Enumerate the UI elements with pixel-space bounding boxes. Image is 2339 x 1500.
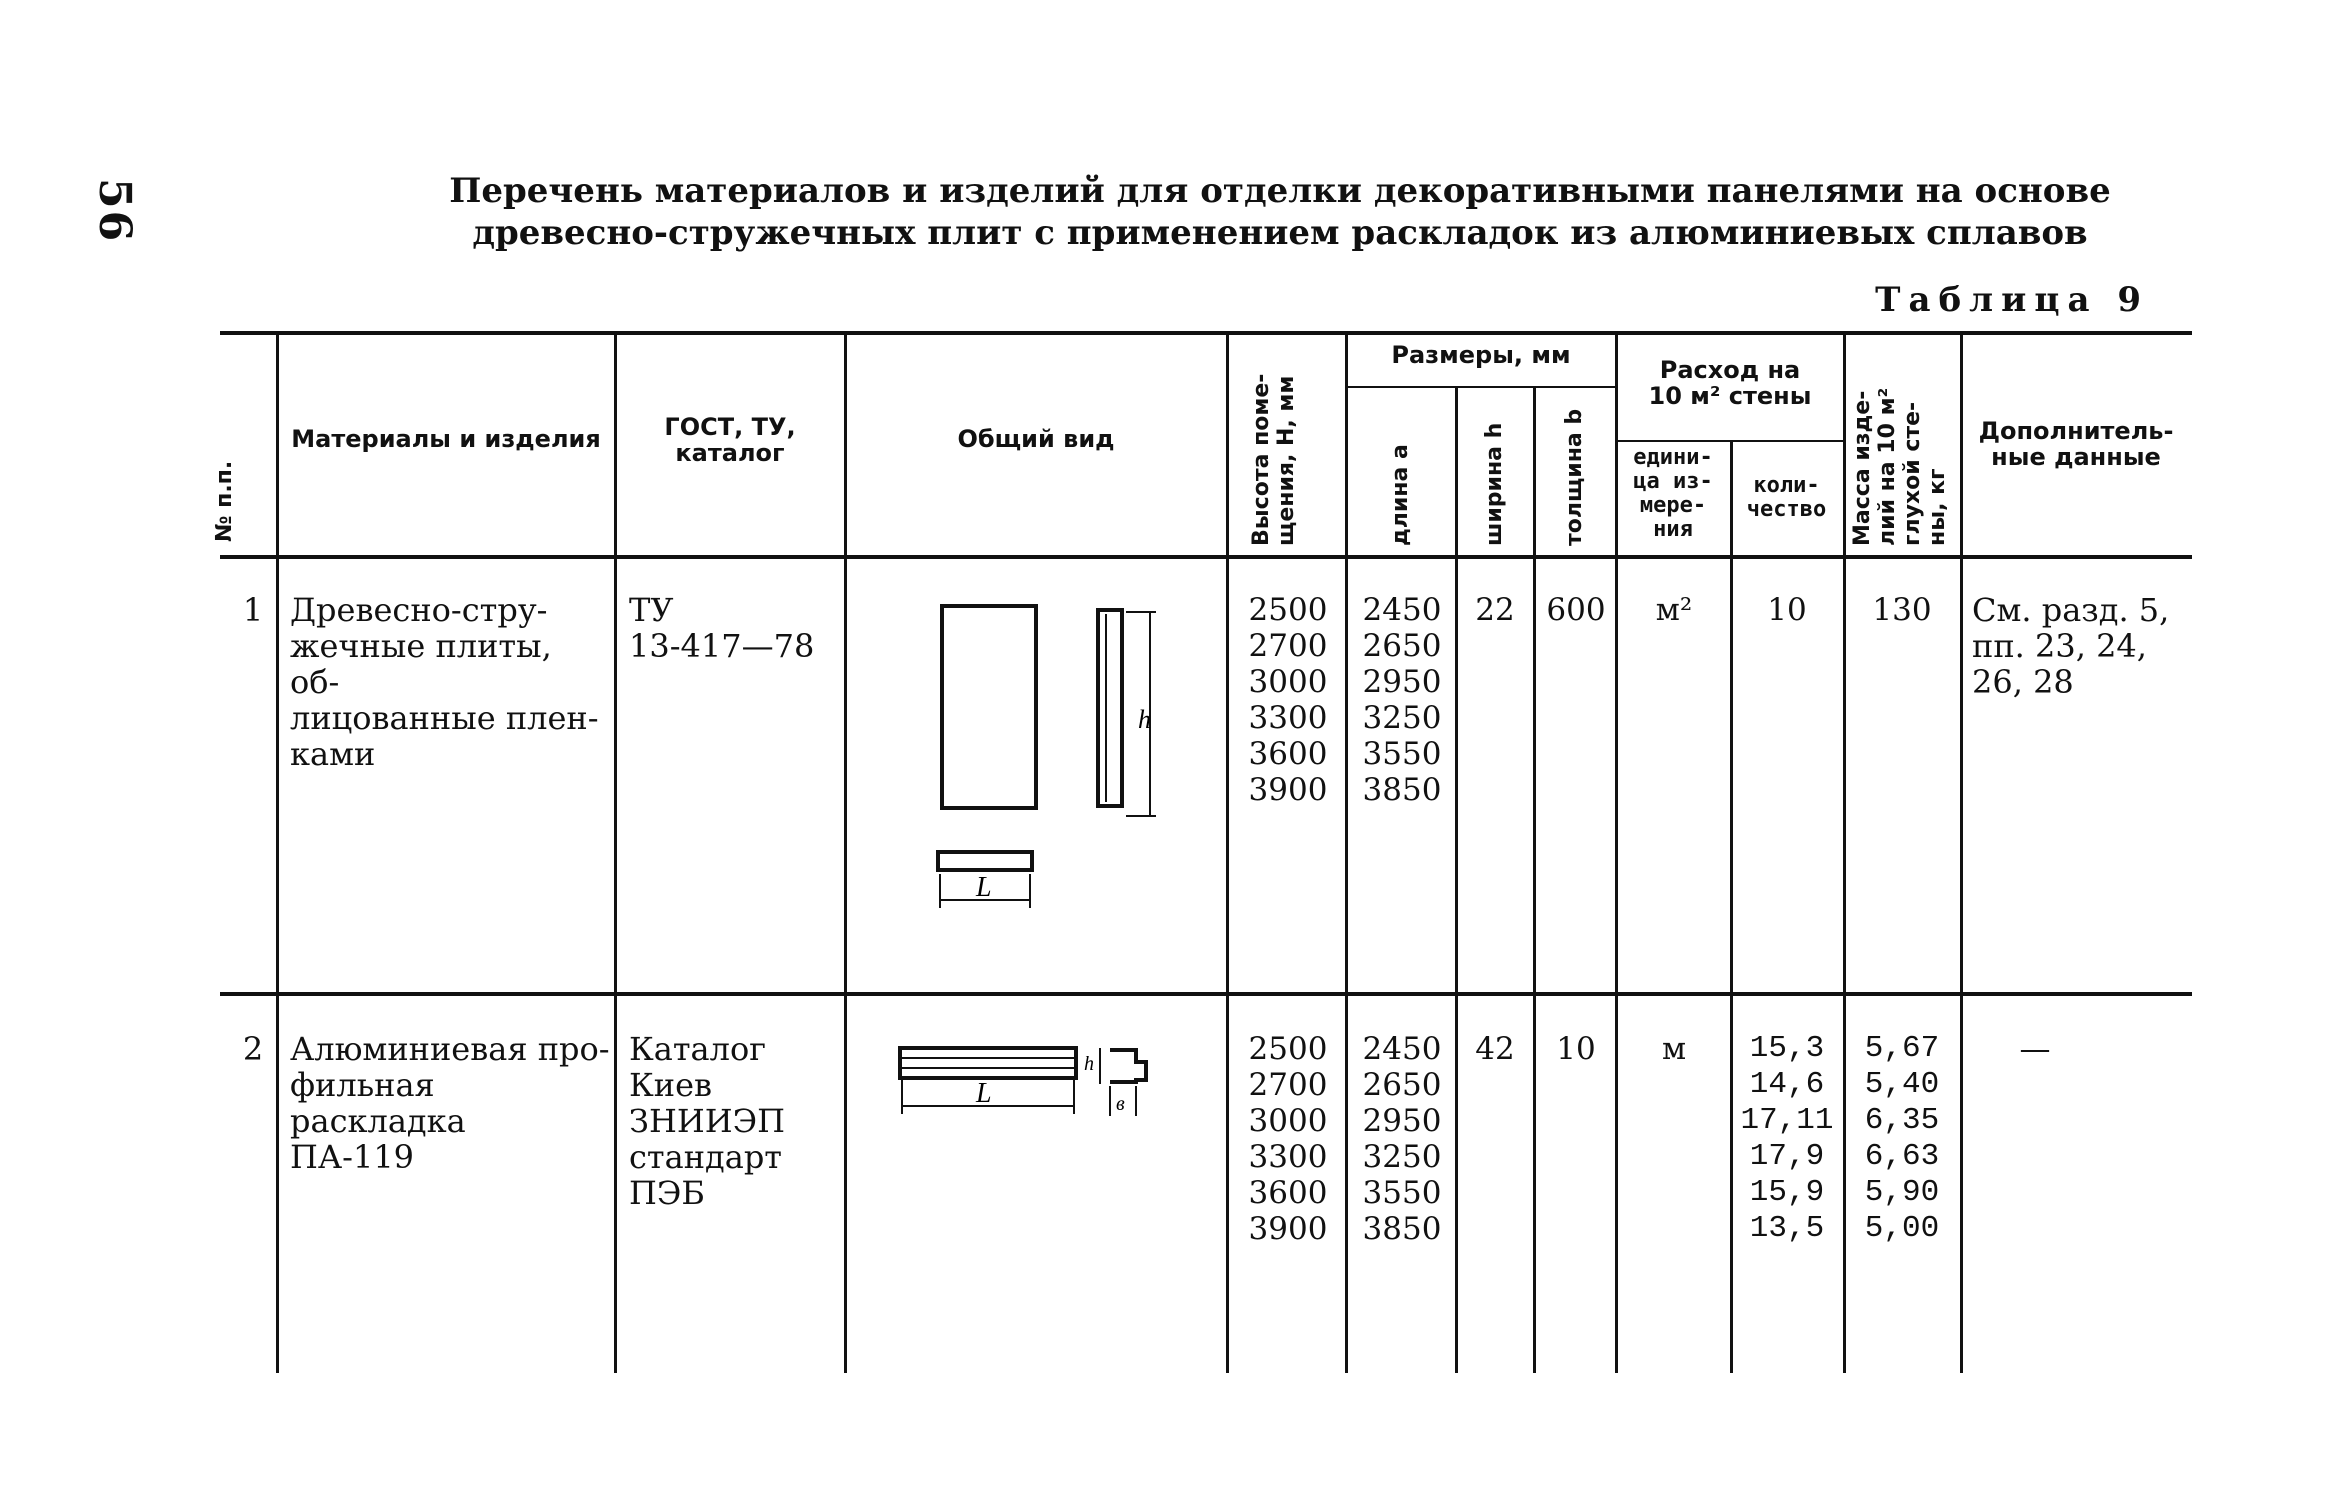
header-mass-line-3: глухой сте- — [1900, 401, 1925, 546]
qty-values — [1735, 1031, 1839, 1247]
header-qty-line-2: чество — [1746, 497, 1827, 522]
header-height-line-2: щения, H, мм — [1274, 375, 1299, 546]
page-title — [380, 170, 2180, 254]
mass-value: 5,90 — [1864, 1175, 1940, 1210]
extra-data: — — [2019, 1031, 2051, 1067]
header-gost-line-1: ГОСТ, ТУ, — [664, 413, 796, 441]
length-value: 2950 — [1362, 664, 1442, 700]
header-gost-line-2: каталог — [675, 439, 785, 467]
material-line: ПА-119 — [290, 1138, 415, 1176]
qty-value: 17,9 — [1749, 1139, 1825, 1174]
qty-value: 13,5 — [1749, 1211, 1825, 1246]
unit-value: м² — [1655, 592, 1693, 628]
length-value: 3550 — [1362, 736, 1442, 772]
page-number: 56 — [89, 178, 140, 244]
profile-drawing — [896, 1040, 1196, 1140]
col-line-3 — [844, 331, 847, 1373]
qty-value: 10 — [1767, 592, 1807, 628]
gost-line: ЗНИИЭП — [629, 1102, 786, 1140]
h-dimension-label: h — [1138, 705, 1151, 734]
height-value: 3600 — [1248, 1175, 1328, 1211]
row-number: 2 — [242, 1030, 264, 1068]
header-unit-line-3: мере- — [1639, 493, 1707, 518]
extra-data — [1972, 592, 2190, 700]
header-thickness: толщина b — [1562, 408, 1587, 546]
length-value: 3850 — [1362, 1211, 1442, 1247]
profile-body — [900, 1048, 1076, 1078]
consumption-rule — [1615, 440, 1843, 442]
gost-line: Каталог — [629, 1030, 766, 1068]
mass-value: 6,35 — [1864, 1103, 1940, 1138]
profile-cross-section — [1110, 1050, 1146, 1082]
table-top-rule — [220, 331, 2192, 335]
col-line-11 — [1960, 331, 1963, 1373]
panel-top-view — [938, 852, 1032, 870]
height-value: 3900 — [1248, 1211, 1328, 1247]
header-mass-line-4: ны, кг — [1925, 468, 1950, 546]
qty-value: 15,3 — [1749, 1031, 1825, 1066]
h-dimension-label: h — [1084, 1053, 1094, 1075]
header-mass-line-2: лий на 10 м² — [1875, 387, 1900, 546]
mass-value: 130 — [1872, 592, 1932, 628]
height-value: 2500 — [1248, 1031, 1328, 1067]
material-line: Алюминиевая про- — [290, 1030, 610, 1068]
height-value: 3300 — [1248, 700, 1328, 736]
material-line: ками — [290, 735, 376, 773]
qty-value: 17,11 — [1740, 1103, 1834, 1138]
header-bottom-rule — [220, 555, 2192, 559]
header-mass — [1850, 388, 1950, 546]
length-value: 3250 — [1362, 700, 1442, 736]
row-separator — [220, 992, 2192, 996]
gost-line: 13-417—78 — [629, 627, 815, 665]
header-extra — [1970, 418, 2182, 470]
col-line-2 — [614, 331, 617, 1373]
length-value: 3250 — [1362, 1139, 1442, 1175]
length-value: 2950 — [1362, 1103, 1442, 1139]
col-line-6 — [1455, 386, 1458, 1373]
col-line-5 — [1345, 331, 1348, 1373]
length-value: 3850 — [1362, 772, 1442, 808]
thickness-value: 600 — [1546, 592, 1606, 628]
unit-value: м — [1661, 1031, 1687, 1067]
gost-line: ПЭБ — [629, 1174, 705, 1212]
header-view: Общий вид — [957, 425, 1115, 453]
header-sizes: Размеры, мм — [1391, 341, 1571, 369]
length-value: 3550 — [1362, 1175, 1442, 1211]
header-unit-line-1: едини- — [1633, 445, 1713, 470]
height-value: 3900 — [1248, 772, 1328, 808]
header-extra-line-1: Дополнитель- — [1978, 417, 2174, 445]
mass-value: 5,00 — [1864, 1211, 1940, 1246]
col-line-7 — [1533, 386, 1536, 1373]
material-line: жечные плиты, об- — [290, 627, 552, 701]
b-dimension-label: в — [1116, 1093, 1125, 1115]
material-name — [290, 592, 610, 772]
extra-line: пп. 23, 24, — [1972, 627, 2147, 665]
header-materials: Материалы и изделия — [291, 425, 601, 453]
height-value: 2700 — [1248, 628, 1328, 664]
header-height-line-1: Высота поме- — [1249, 373, 1274, 546]
height-value: 3300 — [1248, 1139, 1328, 1175]
header-no: № п.п. — [212, 460, 237, 542]
length-values — [1352, 1031, 1452, 1247]
mass-value: 5,40 — [1864, 1067, 1940, 1102]
material-name — [290, 1031, 610, 1175]
height-value: 2700 — [1248, 1067, 1328, 1103]
panel-side-view — [1098, 610, 1122, 806]
width-value: 22 — [1475, 592, 1515, 628]
gost-reference — [629, 1031, 839, 1211]
qty-value: 14,6 — [1749, 1067, 1825, 1102]
height-value: 3600 — [1248, 736, 1328, 772]
header-extra-line-2: ные данные — [1991, 443, 2161, 471]
gost-line: Киев — [629, 1066, 713, 1104]
extra-line: См. разд. 5, — [1972, 591, 2170, 629]
height-value: 2500 — [1248, 592, 1328, 628]
header-consumption-line-2: 10 м² стены — [1648, 382, 1812, 410]
gost-line: стандарт — [629, 1138, 782, 1176]
header-qty — [1735, 474, 1838, 522]
title-line-2: древесно-стружечных плит с применением раскладок из алюминиевых сплавов — [472, 213, 2088, 253]
header-height — [1249, 374, 1299, 546]
mass-values — [1848, 1031, 1956, 1247]
length-value: 2650 — [1362, 628, 1442, 664]
header-unit-line-2: ца из- — [1633, 469, 1713, 494]
header-consumption — [1625, 357, 1835, 409]
col-line-10 — [1843, 331, 1846, 1373]
header-unit-line-4: ния — [1653, 517, 1693, 542]
title-line-1: Перечень материалов и изделий для отделки декоративными панелями на основе — [449, 171, 2111, 211]
row-number: 1 — [242, 591, 264, 629]
col-line-9 — [1730, 440, 1733, 1373]
header-width: ширина h — [1482, 422, 1507, 546]
mass-value: 5,67 — [1864, 1031, 1940, 1066]
mass-value: 6,63 — [1864, 1139, 1940, 1174]
material-line: Древесно-стру- — [290, 591, 548, 629]
header-qty-line-1: коли- — [1753, 473, 1820, 498]
col-line-4 — [1226, 331, 1229, 1373]
gost-reference — [629, 592, 839, 664]
height-values — [1236, 1031, 1340, 1247]
panel-front-view — [942, 606, 1036, 808]
header-length: длина a — [1388, 444, 1413, 546]
length-value: 2450 — [1362, 592, 1442, 628]
header-unit — [1618, 446, 1728, 542]
panel-drawing — [900, 590, 1200, 930]
gost-line: ТУ — [629, 591, 674, 629]
header-mass-line-1: Масса изде- — [1850, 390, 1875, 546]
table-label: Таблица 9 — [1875, 280, 2149, 320]
l-dimension-label: L — [976, 872, 992, 903]
height-values — [1236, 592, 1340, 808]
header-consumption-line-1: Расход на — [1659, 356, 1801, 384]
l-dimension-label: L — [976, 1078, 992, 1109]
length-values — [1352, 592, 1452, 808]
sizes-rule — [1345, 386, 1615, 388]
width-value: 42 — [1475, 1031, 1515, 1067]
col-line-1 — [276, 331, 279, 1373]
length-value: 2450 — [1362, 1031, 1442, 1067]
header-gost — [624, 414, 836, 466]
thickness-value: 10 — [1556, 1031, 1596, 1067]
length-value: 2650 — [1362, 1067, 1442, 1103]
height-value: 3000 — [1248, 1103, 1328, 1139]
extra-line: 26, 28 — [1972, 663, 2074, 701]
material-line: фильная раскладка — [290, 1066, 466, 1140]
qty-value: 15,9 — [1749, 1175, 1825, 1210]
material-line: лицованные плен- — [290, 699, 599, 737]
height-value: 3000 — [1248, 664, 1328, 700]
